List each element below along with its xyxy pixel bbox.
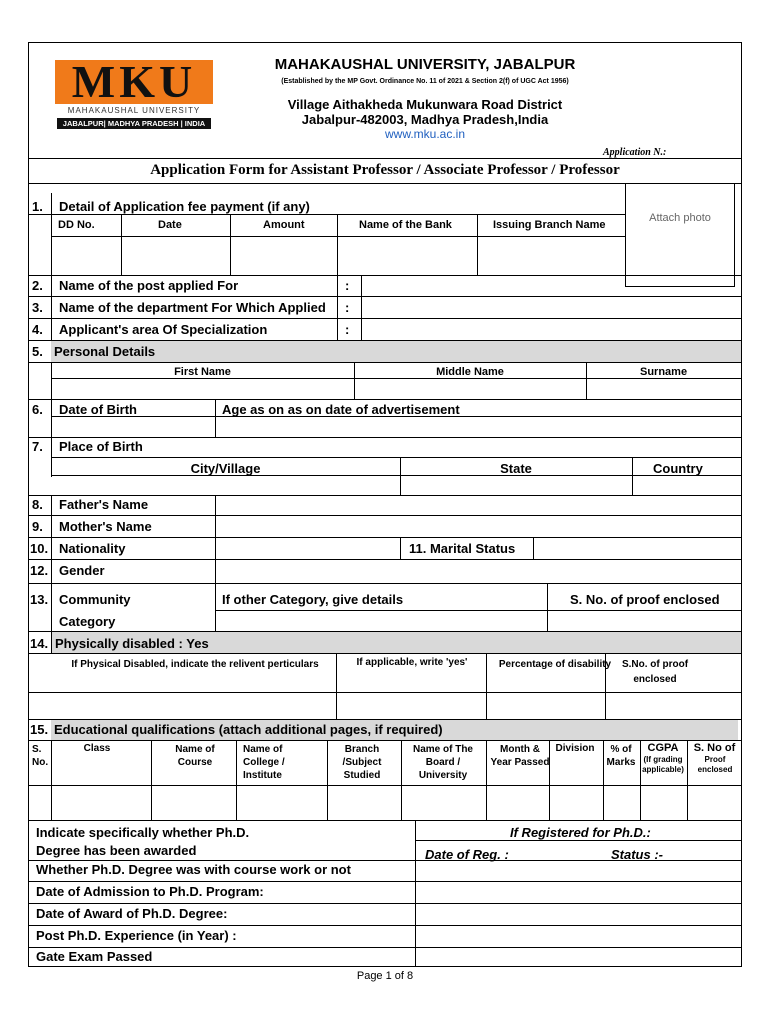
middle-name-label: Middle Name [436, 366, 504, 378]
phd-course-work-field[interactable] [416, 861, 741, 881]
education-label: Educational qualifications (attach additional pages, if required) [54, 722, 443, 737]
edu-col-division: Division [555, 743, 595, 754]
surname-label: Surname [640, 366, 688, 378]
rule [28, 437, 742, 438]
edu-col-class: Class [83, 743, 111, 754]
dob-field[interactable] [52, 417, 214, 436]
section-8-number: 8. [32, 497, 43, 512]
rule [28, 820, 742, 821]
edu-col-proof-note: Proof enclosed [697, 755, 733, 774]
edu-col-course: Name of Course [175, 744, 215, 768]
edu-col-year: Month & Year Passed [490, 744, 550, 768]
personal-details-label: Personal Details [54, 344, 156, 359]
gender-field[interactable] [216, 560, 741, 582]
post-applied-label: Name of the post applied For [59, 278, 239, 293]
header-divider [28, 158, 742, 159]
rule [400, 537, 401, 559]
phd-status-label[interactable]: Status :- [611, 847, 663, 862]
fee-col-branch: Issuing Branch Name [493, 219, 606, 231]
rule [337, 275, 338, 340]
specialization-label: Applicant's area Of Specialization [59, 322, 268, 337]
middle-name-field[interactable] [355, 379, 585, 399]
form-title: Application Form for Assistant Professor / Associate Professor / Professor [150, 162, 620, 178]
mother-name-label: Mother's Name [59, 519, 152, 534]
fee-col-dd: DD No. [58, 219, 95, 231]
phd-reg-date-label[interactable]: Date of Reg. : [425, 847, 509, 862]
disability-yes-label: If applicable, write 'yes' [356, 657, 468, 668]
nationality-label: Nationality [59, 541, 126, 556]
phd-awarded-label: Indicate specifically whether Ph.D. [36, 825, 250, 840]
edu-col-branch: Branch /Subject Studied [342, 744, 382, 781]
mother-name-field[interactable] [216, 516, 741, 537]
rule [28, 214, 625, 215]
edu-col-marks: % of Marks [606, 744, 636, 768]
disability-proof-label: S.No. of proof enclosed [621, 659, 689, 685]
phd-admission-field[interactable] [416, 882, 741, 902]
phd-award-field[interactable] [416, 904, 741, 924]
section-3-number: 3. [32, 300, 43, 315]
disability-percent-label: Percentage of disability [498, 659, 612, 670]
community-label: Community [59, 592, 131, 607]
other-category-field[interactable] [216, 611, 546, 630]
rule [415, 840, 741, 841]
outer-border-top [28, 42, 742, 43]
disability-particulars-label: If Physical Disabled, indicate the relivent perticulars [71, 659, 319, 670]
rule [51, 236, 625, 237]
phd-course-work-label: Whether Ph.D. Degree was with course work or not [36, 862, 351, 877]
address-line-1: Village Aithakheda Mukunwara Road District [287, 97, 563, 112]
department-label: Name of the department For Which Applied [59, 300, 326, 315]
post-applied-field[interactable] [362, 276, 741, 295]
section-10-number: 10. [30, 541, 49, 556]
section-5-number: 5. [32, 344, 43, 359]
state-label: State [500, 461, 532, 476]
first-name-field[interactable] [52, 379, 353, 399]
father-name-field[interactable] [216, 496, 741, 515]
phd-registered-label: If Registered for Ph.D.: [510, 825, 651, 840]
country-label: Country [653, 461, 703, 476]
sep: : [345, 300, 350, 315]
rule [51, 275, 52, 340]
fee-div-1 [121, 214, 122, 275]
phd-experience-label: Post Ph.D. Experience (in Year) : [36, 928, 237, 943]
phd-awarded-label-2: Degree has been awarded [36, 843, 197, 858]
age-label: Age as on as on date of advertisement [222, 402, 460, 417]
department-field[interactable] [362, 297, 741, 317]
rule [28, 362, 742, 363]
gender-label: Gender [59, 563, 105, 578]
surname-field[interactable] [587, 379, 741, 399]
sep: : [345, 322, 350, 337]
country-field[interactable] [633, 476, 741, 494]
other-category-label: If other Category, give details [222, 592, 404, 607]
university-logo: MKU MAHAKAUSHAL UNIVERSITY JABALPUR| MADHYA PRADESH | INDIA [55, 60, 213, 132]
fee-div-2 [230, 214, 231, 275]
marital-status-label: 11. Marital Status [409, 541, 516, 556]
dob-label: Date of Birth [59, 402, 137, 417]
section-6-number: 6. [32, 402, 43, 417]
rule [28, 399, 742, 400]
fee-label: Detail of Application fee payment (if any) [59, 199, 310, 214]
disability-particulars-field[interactable] [29, 693, 335, 718]
fee-col-date: Date [158, 219, 182, 231]
section-2-number: 2. [32, 278, 43, 293]
rule [51, 631, 52, 653]
university-subtitle: (Established by the MP Govt. Ordinance No. 11 of 2021 & Section 2(f) of UGC Act 1956) [281, 78, 569, 85]
edu-col-college: Name of College / Institute [243, 744, 285, 781]
city-label: City/Village [190, 461, 261, 476]
section-15-number: 15. [30, 722, 49, 737]
phd-award-label: Date of Award of Ph.D. Degree: [36, 906, 228, 921]
nationality-field[interactable] [216, 538, 399, 558]
rule [28, 740, 742, 741]
father-name-label: Father's Name [59, 497, 149, 512]
disability-yes-field[interactable] [337, 693, 485, 718]
outer-border-left [28, 42, 29, 967]
section-12-number: 12. [30, 563, 49, 578]
fee-col-bank: Name of the Bank [359, 219, 452, 231]
sep: : [345, 278, 350, 293]
section-7-number: 7. [32, 439, 43, 454]
phd-admission-label: Date of Admission to Ph.D. Program: [36, 884, 264, 899]
rule [51, 495, 52, 631]
category-label: Category [59, 614, 116, 629]
photo-box[interactable] [625, 183, 735, 287]
section-4-number: 4. [32, 322, 43, 337]
page-number: Page 1 of 8 [356, 970, 414, 982]
proof-enclosed-label: S. No. of proof enclosed [570, 592, 720, 607]
first-name-label: First Name [174, 366, 231, 378]
proof-number-field[interactable] [548, 611, 741, 630]
fee-div-3 [337, 214, 338, 275]
website-link[interactable]: www.mku.ac.in [384, 127, 466, 141]
disability-percent-field[interactable] [487, 693, 604, 718]
application-number-label: Application N.: [603, 147, 667, 158]
edu-col-cgpa: CGPA [647, 742, 679, 754]
edu-col-cgpa-note: (If grading applicable) [642, 755, 684, 774]
gate-exam-field[interactable] [416, 948, 741, 966]
rule [28, 583, 742, 584]
section-13-number: 13. [30, 592, 49, 607]
rule [28, 653, 742, 654]
photo-label: Attach photo [649, 212, 711, 224]
num-col-divider [51, 193, 52, 275]
university-title: MAHAKAUSHAL UNIVERSITY, JABALPUR [274, 56, 576, 73]
disability-proof-field[interactable] [606, 693, 741, 718]
pob-label: Place of Birth [59, 439, 143, 454]
outer-border-bottom [28, 966, 742, 967]
outer-border-right [741, 42, 742, 967]
fee-div-4 [477, 214, 478, 275]
education-row[interactable] [29, 786, 741, 820]
section-1-number: 1. [32, 199, 43, 214]
marital-status-field[interactable] [534, 538, 741, 558]
rule [51, 457, 741, 458]
gate-exam-label: Gate Exam Passed [36, 949, 153, 964]
edu-col-proof: S. No of [693, 742, 736, 754]
city-field[interactable] [52, 476, 399, 494]
age-field[interactable] [216, 417, 741, 436]
phd-experience-field[interactable] [416, 926, 741, 946]
disabled-label: Physically disabled : Yes [55, 636, 209, 651]
section-14-number: 14. [30, 636, 49, 651]
edu-col-board: Name of The Board / University [412, 744, 473, 781]
state-field[interactable] [401, 476, 631, 494]
specialization-field[interactable] [362, 319, 741, 339]
address-line-2: Jabalpur-482003, Madhya Pradesh,India [301, 112, 549, 127]
section-9-number: 9. [32, 519, 43, 534]
fee-col-amount: Amount [263, 219, 305, 231]
edu-col-sno: S. No. [32, 744, 49, 768]
